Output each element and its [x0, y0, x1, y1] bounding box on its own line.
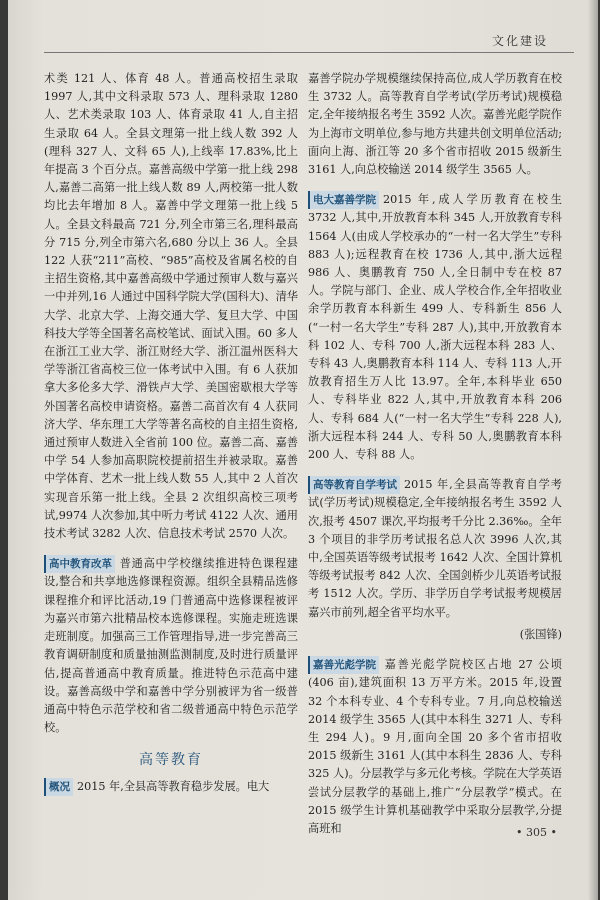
running-header: 文化建设	[491, 34, 548, 48]
book-page	[8, 0, 598, 900]
left-column	[44, 70, 298, 800]
section-tag: 概况	[44, 778, 73, 796]
section-tag: 高等教育自学考试	[308, 476, 400, 494]
paragraph	[308, 476, 562, 622]
section-heading: 高等教育	[139, 752, 203, 769]
header-rule	[44, 52, 574, 53]
paragraph-text: 2015 年,全县高等教育稳步发展。电大	[77, 779, 270, 793]
paragraph-text: 2015 年,成人学历教育在校生 3732 人,其中,开放教育本科 345 人,开放教育专科 1564 人(由成人学校承办的“一村一名大学生”专科 883 人);远程教育在校 1736 人,其中,浙大远程 986 人、奥鹏教育 750 人,全日制中专在校 87 人。学院与部门、企业、成人学校合作,全年招收业余学历教育本科新生 499 人、专科新生 856 人(“一村一名大学生”专科 287 人),其中,开放教育本科 102 人、专科 700 人,浙大远程本科 283 人、专科 43 人,奥鹏教育本科 114 人、专科 113 人,开放教育招生万人比 13.97。全年,本科毕业 650 人、专科毕业 822 人,其中,开放教育本科 206 人、专科 684 人(“一村一名大学生”专科 228 人),浙大远程本科 244 人、专科 50 人,奥鹏教育本科 200 人、专科 88 人。	[308, 193, 562, 462]
paragraph-text: 嘉善光彪学院校区占地 27 公顷(406 亩),建筑面积 13 万平方米。2015 年,设置 32 个本科专业、4 个专科专业。7 月,向总校输送 2014 级学生 3565 人(其中本科生 3271 人、专科生 294 人)。9 月,面向全国 20 多个省市招收 2015 级新生 3161 人(其中本科生 2836 人、专科 325 人)。分层教学与多元化考核。学院在大学英语尝试分层教学的基础上,推广“分层教学”模式。在 2015 级学生计算机基础教学中采取分层教学,分提高班和	[308, 658, 562, 835]
paragraph	[308, 656, 562, 838]
paragraph	[44, 778, 298, 796]
author-signature: (张国锋)	[519, 627, 562, 641]
paragraph	[44, 555, 298, 737]
paragraph-text: 普通高中学校继续推进特色课程建设,整合和共享地选修课程资源。组织全县精品选修课程推介和评比活动,19 门普通高中选修课程被评为嘉兴市第六批精品校本选修课程。实施走班选课走班制度。加强高三工作管理指导,进一步完善高三教育调研制度和质量抽测监测制度,及时进行质量评估,提高普通高中教育质量。推进特色示范高中建设。嘉善高级中学和嘉善中学分别被评为省一级普通高中特色示范学校和省二级普通高中特色示范学校。	[44, 557, 298, 735]
section-tag: 高中教育改革	[44, 555, 115, 573]
right-column	[308, 70, 562, 842]
paragraph: 术类 121 人、体育 48 人。普通高校招生录取 1997 人,其中文科录取 573 人、理科录取 1280 人、艺术类录取 103 人、体育录取 41 人,自主招生录取 64 人。全县文理第一批上线人数 392 人(理科 327 人、文科 65 人),上线率 17.83%,比上年提高 3 个百分点。嘉善高级中学第一批上线 298 人,嘉善二高第一批上线人数 89 人,两校第一批人数均比去年增加 8 人。嘉善中学文理第一批上线 5 人。全县文科最高 721 分,列全市第三名,理科最高分 715 分,列全市第六名,680 分以上 36 人。全县 122 人获“211”高校、“985”高校及省属名校的自主招生资格,其中嘉善高级中学通过预审人数与嘉兴一中并列,16 人通过中国科学院大学(国科大)、清华大学、北京大学、上海交通大学、复旦大学、中国科技大学等全国著名高校笔试、面试入围。60 多人在浙江工业大学、浙江财经大学、浙江温州医科大学等浙江省高校三位一体考试中入围。有 6 人获加拿大多伦多大学、滑铁卢大学、美国密歇根大学等外国著名高校申请资格。嘉善二高首次有 4 人获同济大学、华东理工大学等著名高校的自主招生资格,通过预审人数进入全省前 100 位。嘉善二高、嘉善中学 54 人参加高职院校提前招生并被录取。嘉善中学体育、艺术一批上线人数 55 人,其中 2 人首次实现音乐第一批上线。全县 2 次组织高校三项考试,9974 人次参加,其中听力考试 4122 人次、通用技术考试 3282 人次、信息技术考试 2570 人次。	[44, 72, 298, 541]
section-tag: 电大嘉善学院	[308, 191, 379, 209]
page-number: • 305 •	[516, 826, 557, 839]
paragraph-text: 2015 年,全县高等教育自学考试(学历考试)规模稳定,全年接纳报名考生 3592 人次,报考 4507 课次,平均报考千分比 2.36‰。全年 3 个项目的非学历考试报名总人次 3996 人次,其中,全国英语等级考试报考 1642 人次、全国计算机等级考试报考 842 人次、全国剑桥少儿英语考试报考 1512 人次。学历、非学历自学考试报考规模居嘉兴市前列,超全省平均水平。	[308, 478, 562, 619]
paragraph	[308, 191, 562, 464]
section-tag: 嘉善光彪学院	[308, 656, 379, 674]
paragraph: 嘉善学院办学规模继续保持高位,成人学历教育在校生 3732 人。高等教育自学考试(学历考试)规模稳定,全年接纳报名考生 3592 人次。嘉善光彪学院作为上海市文明单位,参与地方共建共创文明单位活动;面向上海、浙江等 20 多个省市招收 2015 级新生 3161 人,向总校输送 2014 级学生 3565 人。	[308, 72, 562, 177]
